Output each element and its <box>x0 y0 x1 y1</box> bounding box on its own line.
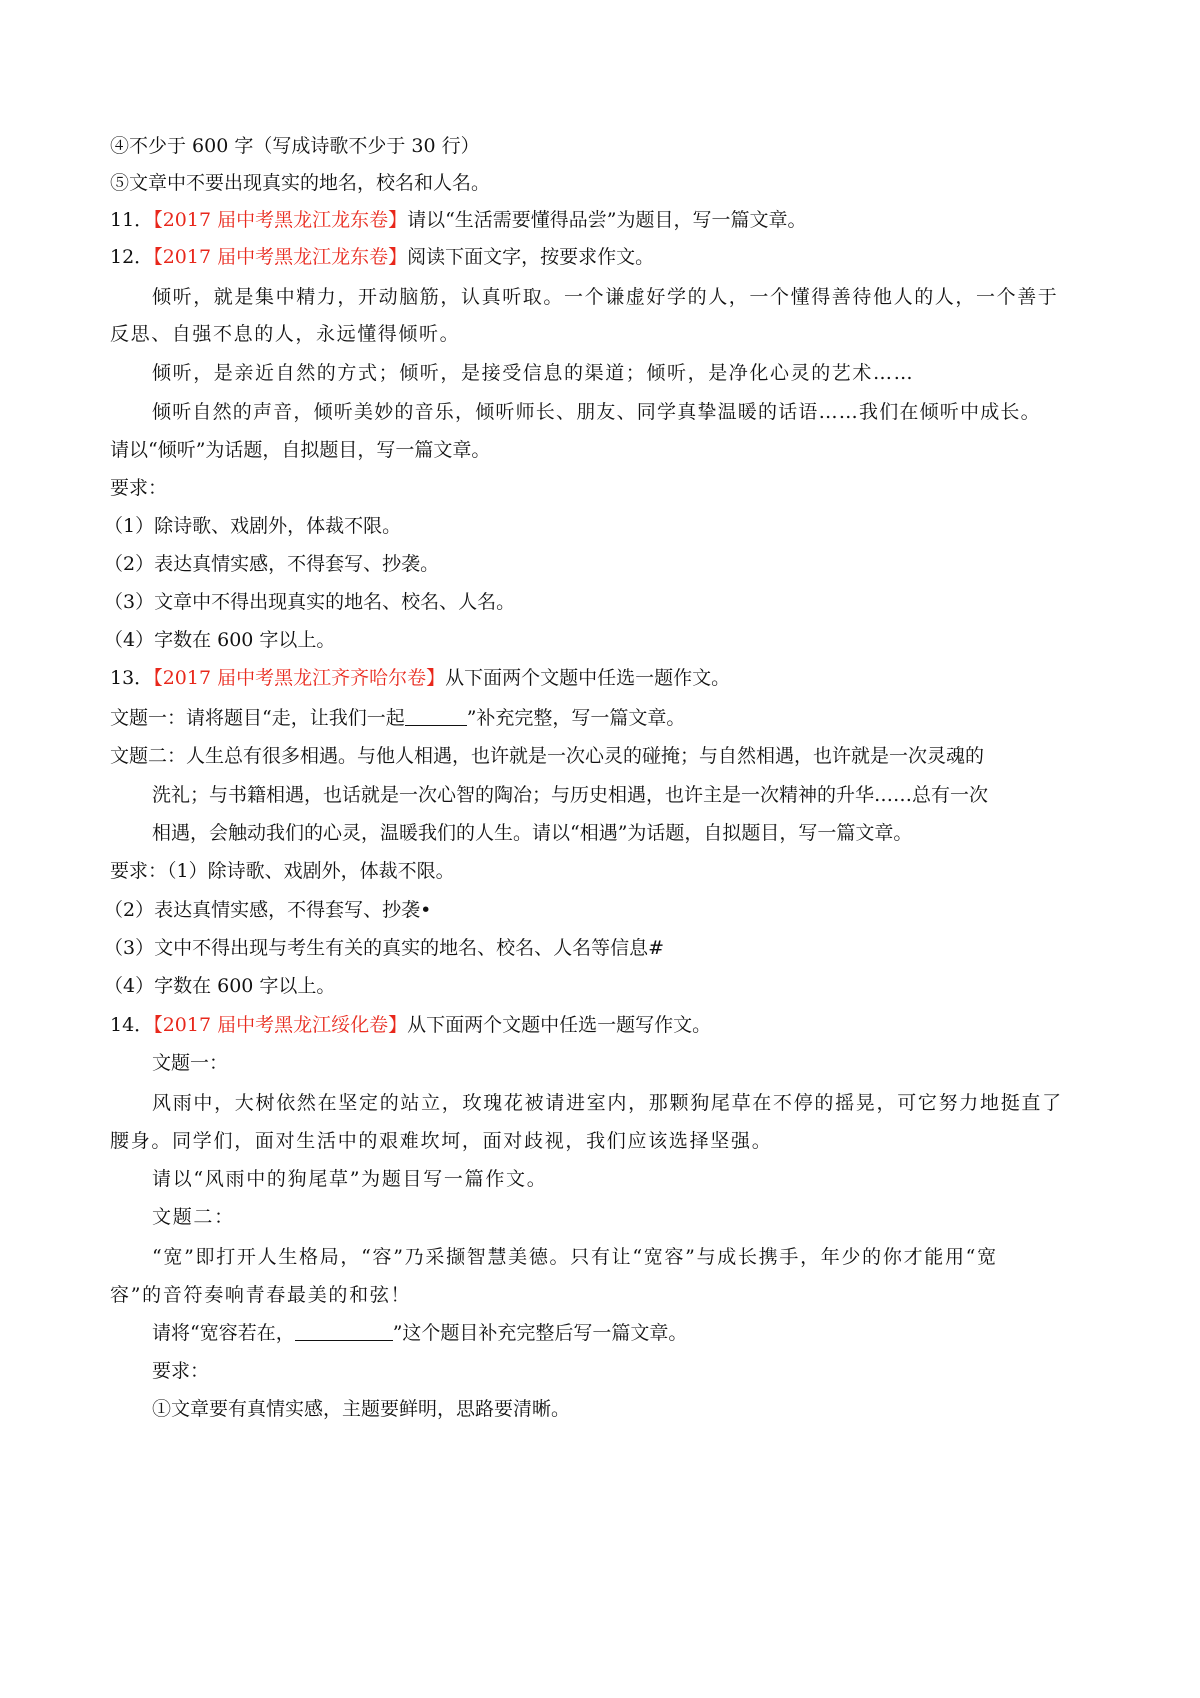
question-14 <box>110 1013 711 1037</box>
question-number: 12． <box>110 246 154 268</box>
topic-heading: 文题二： <box>152 1206 235 1228</box>
passage-line: 反思、自强不息的人，永远懂得倾听。 <box>110 323 461 345</box>
topic-two-line: 相遇，会触动我们的心灵，温暖我们的人生。请以“相遇”为话题，自拟题目，写一篇文章。 <box>152 822 913 844</box>
question-12 <box>110 245 654 269</box>
prompt-line <box>152 1321 687 1345</box>
passage-line: 倾听，就是集中精力，开动脑筋，认真听取。一个谦虚好学的人，一个懂得善待他人的人，一个善于 <box>152 286 1059 308</box>
prompt-text: 请将“宽容若在， <box>152 1322 295 1344</box>
requirement-item: （1）除诗歌、戏剧外，体裁不限。 <box>104 515 402 537</box>
requirement-item: （4）字数在 600 字以上。 <box>104 975 336 997</box>
prompt-text: ”这个题目补充完整后写一篇文章。 <box>392 1322 688 1344</box>
requirements-line: 要求：（1）除诗歌、戏剧外，体裁不限。 <box>110 860 455 882</box>
requirement-item: （2）表达真情实感，不得套写、抄袭。 <box>104 553 440 575</box>
question-number: 14． <box>110 1014 154 1036</box>
question-number: 11． <box>110 209 154 231</box>
topic-text: 文题一：请将题目“走，让我们一起 <box>110 707 405 729</box>
requirement-item: （4）字数在 600 字以上。 <box>104 629 336 651</box>
requirement-4: ④不少于 600 字（写成诗歌不少于 30 行） <box>110 135 480 157</box>
topic-text: ”补充完整，写一篇文章。 <box>466 707 686 729</box>
passage-line: 容”的音符奏响青春最美的和弦！ <box>110 1284 412 1306</box>
requirement-5: ⑤文章中不要出现真实的地名，校名和人名。 <box>110 172 491 194</box>
fill-blank <box>405 707 467 726</box>
prompt-line: 请以“风雨中的狗尾草”为题目写一篇作文。 <box>152 1168 548 1190</box>
requirements-heading: 要求： <box>152 1360 210 1382</box>
question-number: 13． <box>110 667 154 689</box>
question-source: 【2017 届中考黑龙江龙东卷】 <box>153 209 408 231</box>
prompt-line: 请以“倾听”为话题，自拟题目，写一篇文章。 <box>110 439 491 461</box>
topic-heading: 文题一： <box>152 1052 229 1074</box>
passage-line: 倾听，是亲近自然的方式；倾听，是接受信息的渠道；倾听，是净化心灵的艺术…… <box>152 362 915 384</box>
question-text: 阅读下面文字，按要求作文。 <box>407 246 655 268</box>
question-13 <box>110 666 730 690</box>
passage-line: 风雨中，大树依然在坚定的站立，玫瑰花被请进室内，那颗狗尾草在不停的摇晃，可它努力地挺直了 <box>152 1092 1063 1114</box>
question-text: 从下面两个文题中任选一题写作文。 <box>407 1014 712 1036</box>
passage-line: “宽”即打开人生格局，“容”乃采撷智慧美德。只有让“宽容”与成长携手，年少的你才能用“宽 <box>152 1246 998 1268</box>
question-source: 【2017 届中考黑龙江龙东卷】 <box>153 246 408 268</box>
fill-blank <box>295 1322 393 1341</box>
question-text: 从下面两个文题中任选一题作文。 <box>445 667 731 689</box>
requirement-item: （3）文章中不得出现真实的地名、校名、人名。 <box>104 591 516 613</box>
question-source: 【2017 届中考黑龙江齐齐哈尔卷】 <box>153 667 446 689</box>
question-11 <box>110 208 807 232</box>
topic-one-line <box>110 706 685 730</box>
requirement-item: （2）表达真情实感，不得套写、抄袭• <box>104 899 432 921</box>
requirements-heading: 要求： <box>110 477 168 499</box>
passage-line: 倾听自然的声音，倾听美妙的音乐，倾听师长、朋友、同学真挚温暖的话语……我们在倾听中成长。 <box>152 401 1041 423</box>
requirement-item: （3）文中不得出现与考生有关的真实的地名、校名、人名等信息# <box>104 937 665 959</box>
topic-two-line: 洗礼；与书籍相遇，也话就是一次心智的陶冶；与历史相遇，也许主是一次精神的升华……总有一次 <box>152 784 989 806</box>
question-source: 【2017 届中考黑龙江绥化卷】 <box>153 1014 408 1036</box>
requirement-item: ①文章要有真情实感，主题要鲜明，思路要清晰。 <box>152 1398 571 1420</box>
passage-line: 腰身。同学们，面对生活中的艰难坎坷，面对歧视，我们应该选择坚强。 <box>110 1130 773 1152</box>
question-text: 请以“生活需要懂得品尝”为题目，写一篇文章。 <box>407 209 807 231</box>
topic-two-line: 文题二：人生总有很多相遇。与他人相遇，也许就是一次心灵的碰掩；与自然相遇，也许就是一次灵魂的 <box>110 745 985 767</box>
